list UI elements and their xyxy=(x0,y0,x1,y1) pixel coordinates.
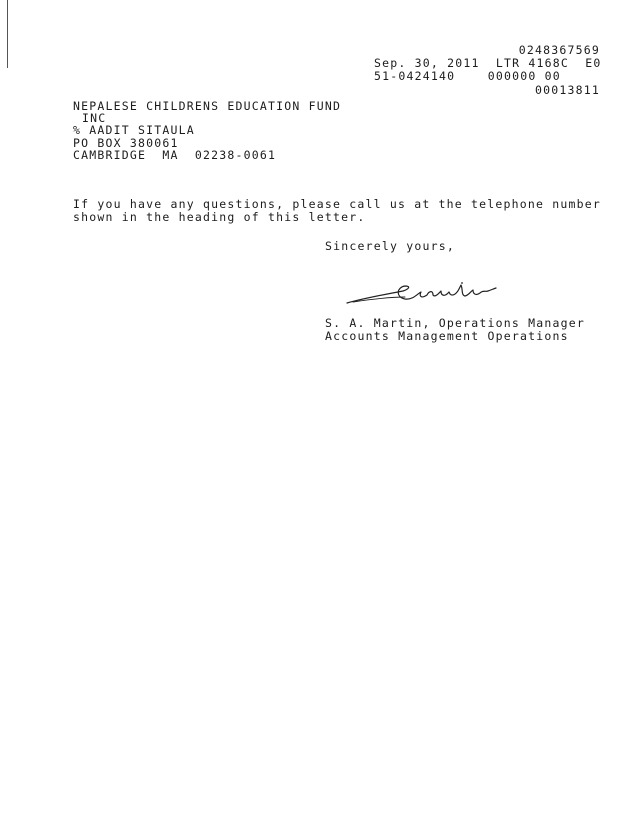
document-number: 0248367569 xyxy=(518,43,600,57)
body-line: shown in the heading of this letter. xyxy=(73,210,366,224)
reference-line: 51-0424140 000000 00 xyxy=(374,69,561,83)
body-line: If you have any questions, please call us at the telephone number xyxy=(73,197,602,211)
handwritten-signature xyxy=(343,281,508,307)
address-line: INC xyxy=(82,111,107,125)
sequence-number: 00013811 xyxy=(535,83,600,97)
address-line: NEPALESE CHILDRENS EDUCATION FUND xyxy=(73,99,342,113)
date-line: Sep. 30, 2011 LTR 4168C E0 xyxy=(374,56,602,70)
scan-edge-line xyxy=(7,0,8,68)
address-line: CAMBRIDGE MA 02238-0061 xyxy=(73,148,277,162)
signer-department: Accounts Management Operations xyxy=(325,329,569,343)
salutation: Sincerely yours, xyxy=(325,239,455,253)
address-line: % AADIT SITAULA xyxy=(73,123,195,137)
address-line: PO BOX 380061 xyxy=(73,136,179,150)
signer-name-title: S. A. Martin, Operations Manager xyxy=(325,316,585,330)
